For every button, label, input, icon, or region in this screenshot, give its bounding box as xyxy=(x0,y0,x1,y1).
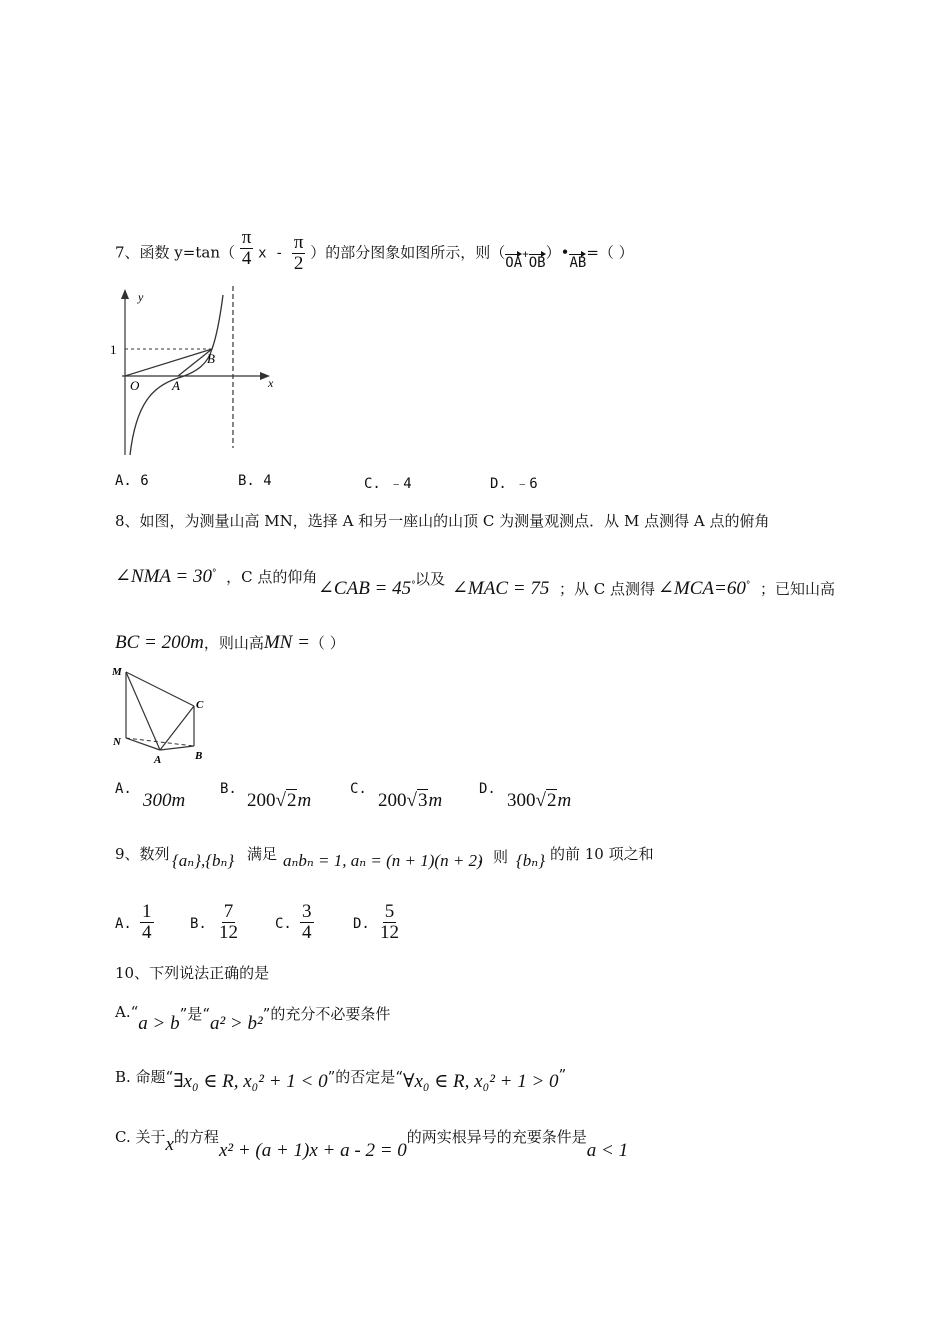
q10-option-a: A.“a > b”是“a² > b²”的充分不必要条件 xyxy=(115,1003,391,1034)
x-label: x xyxy=(268,376,274,390)
q9-option-a-letter: A. xyxy=(115,916,132,932)
q9-option-d-frac: $\frac{5}{12}$ xyxy=(380,901,399,943)
q7-frac-pi-over-4: $\frac{\pi}{4}$ xyxy=(241,227,252,269)
q8-option-b-value: 200√2m xyxy=(247,790,312,811)
point-b-label: B xyxy=(195,750,203,762)
point-n-label: N xyxy=(113,736,121,748)
angle-nma: ∠NMA = 30 xyxy=(115,566,213,587)
line-ma xyxy=(126,672,160,750)
q8-text-yiji: 以及 xyxy=(415,570,446,588)
q7-option-c: C. ﹣4 xyxy=(364,476,412,492)
point-b-label: B xyxy=(207,351,215,366)
q8-option-a-value: 300m xyxy=(143,790,186,811)
q8-line1: 8、如图，为测量山高 MN，选择 A 和另一座山的山顶 C 为测量观测点．从 M 点测得 A 点的俯角 xyxy=(115,512,770,530)
q9-option-c-letter: C. xyxy=(275,916,292,932)
q8-option-b-letter: B. xyxy=(220,781,237,797)
q8-angle-mac-wrap: ∠MAC = 75 ；从 C 点测得 xyxy=(452,578,656,599)
q9-option-b-frac: $\frac{7}{12}$ xyxy=(219,901,238,943)
y-axis-arrow-icon xyxy=(121,289,129,299)
q7-option-d: D. ﹣6 xyxy=(490,476,538,492)
q10-option-c: C. 关于x的方程x² + (a + 1)x + a - 2 = 0的两实根异号的充要条件是a < 1 xyxy=(115,1128,629,1161)
q7-option-b: B. 4 xyxy=(238,473,272,489)
sqrt-symbol: √3 xyxy=(406,790,428,811)
point-a-label: A xyxy=(154,754,162,766)
q9-text-satisfy: 满足 xyxy=(247,845,278,863)
q7-frac-pi-over-2: $\frac{\pi}{2}$ xyxy=(293,232,304,274)
q9-option-b-letter: B. xyxy=(190,916,207,932)
vector-ob: OB xyxy=(529,251,546,271)
angle-mca: ∠MCA=60 xyxy=(658,578,746,599)
point-c-label: C xyxy=(196,699,204,711)
q7-stem: 7、函数 y=tan（ $\frac{\pi}{4}$ x - $\frac{\pi}{2}$ ）的部分图象如图所示，则（OA+OB）•AB=（ ） xyxy=(115,227,634,274)
origin-label: O xyxy=(130,378,140,393)
angle-mac: ∠MAC = 75 xyxy=(452,578,550,599)
q9-text-then: ，则 xyxy=(478,848,509,866)
q10-title: 10、下列说法正确的是 xyxy=(115,964,270,982)
q8-mountain-figure xyxy=(108,662,218,767)
q8-line2: ∠NMA = 30° ，C 点的仰角 xyxy=(115,566,318,587)
q8-line3: BC = 200m，则山高MN =（ ） xyxy=(115,632,345,653)
q9-option-c-frac: $\frac{3}{4}$ xyxy=(302,901,312,943)
q7-option-a: A. 6 xyxy=(115,473,149,489)
tick-one-label: 1 xyxy=(110,342,117,357)
q9-text-sum: 的前 10 项之和 xyxy=(550,845,654,863)
segment-ob xyxy=(125,349,212,376)
q9-prefix: 9、数列 xyxy=(115,845,170,863)
tan-curve xyxy=(130,295,223,455)
point-a-label: A xyxy=(172,378,180,393)
mn-height: MN = xyxy=(263,632,310,653)
q9-bn: {bₙ} xyxy=(516,851,545,870)
point-m-label: M xyxy=(112,666,122,678)
q8-option-c-letter: C. xyxy=(350,781,367,797)
q8-option-a-letter: A. xyxy=(115,781,132,797)
q9-option-d-letter: D. xyxy=(353,916,370,932)
line-ac xyxy=(160,706,194,750)
sqrt-symbol: √2 xyxy=(535,790,557,811)
q7-tangent-graph xyxy=(108,283,288,458)
y-label: y xyxy=(138,290,144,304)
angle-cab: ∠CAB = 45 xyxy=(318,578,412,599)
sqrt-symbol: √2 xyxy=(275,790,297,811)
q8-option-d-letter: D. xyxy=(479,781,496,797)
q10-option-b: B. 命题“∃x₀ ∈ R, x₀² + 1 < 0”的否定是“∀x₀ ∈ R, x₀² + 1 > 0” xyxy=(115,1066,567,1092)
bc-height: BC = 200m xyxy=(115,632,204,653)
q9-condition: aₙbₙ = 1, aₙ = (n + 1)(n + 2) xyxy=(283,851,483,870)
q8-option-c-value: 200√3m xyxy=(378,790,443,811)
q8-angle-cab-wrap: ∠CAB = 45° xyxy=(318,578,416,599)
line-mc xyxy=(126,672,194,706)
vector-ab: AB xyxy=(569,251,586,271)
vector-oa: OA xyxy=(505,251,522,271)
line-ab xyxy=(160,746,194,750)
q9-sequences: {aₙ},{bₙ} xyxy=(172,851,235,870)
q9-option-a-frac: $\frac{1}{4}$ xyxy=(142,901,152,943)
q8-option-d-value: 300√2m xyxy=(507,790,572,811)
q8-angle-mca-wrap: ∠MCA=60° ；已知山高 xyxy=(658,578,836,599)
